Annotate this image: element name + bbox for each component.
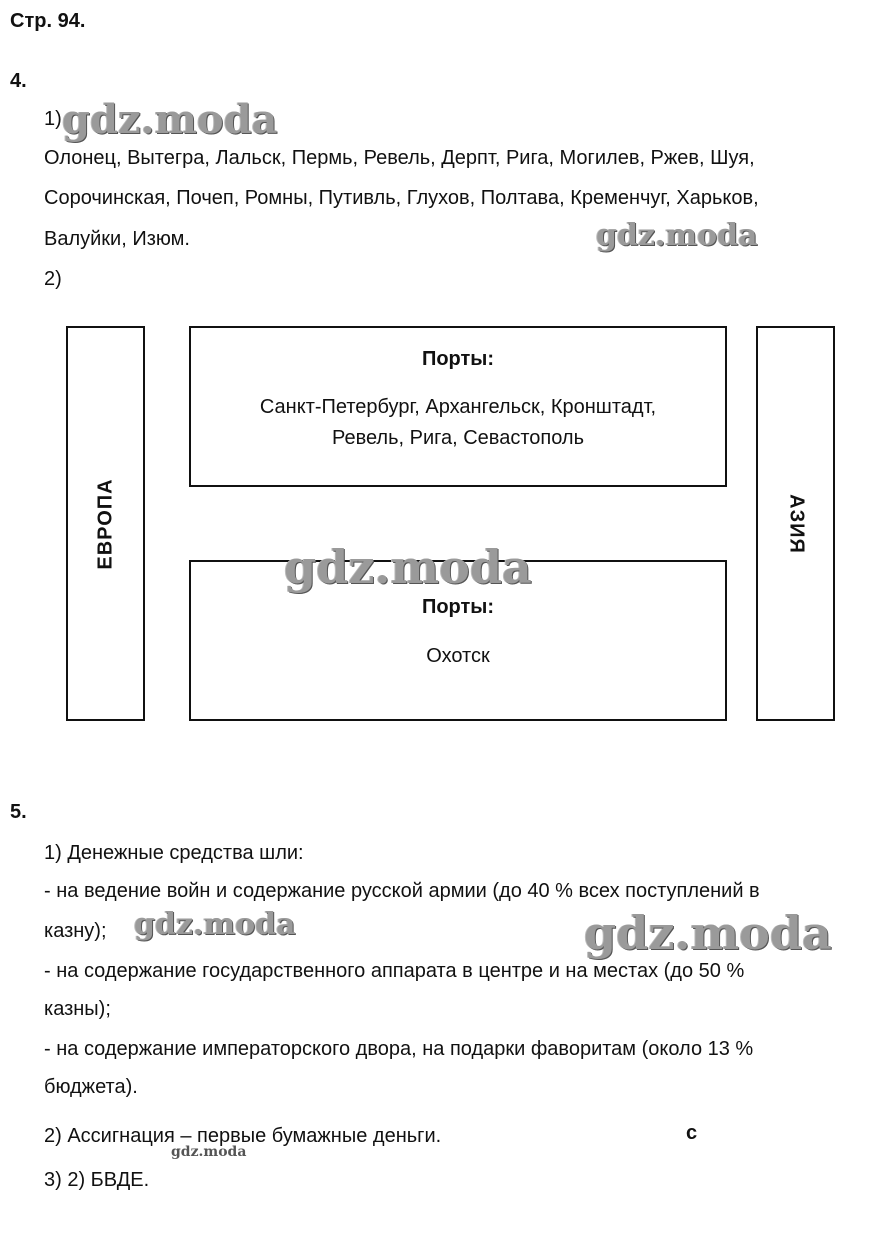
watermark-3: gdz.moda bbox=[284, 540, 532, 594]
task5-line-8: 2) Ассигнация – первые бумажные деньги. bbox=[44, 1125, 442, 1147]
page-header: Стр. 94. bbox=[10, 10, 86, 32]
task5-number: 5. bbox=[10, 801, 27, 823]
europe-box bbox=[66, 326, 145, 721]
ports-top-box bbox=[189, 326, 727, 487]
task5-line-6: - на содержание императорского двора, на подарки фаворитам (около 13 % bbox=[44, 1038, 754, 1060]
task5-line-5: казны); bbox=[44, 998, 111, 1020]
task4-cities-line-3: Валуйки, Изюм. bbox=[44, 228, 190, 250]
watermark-4: gdz.moda bbox=[134, 907, 296, 942]
watermark-6: gdz.moda bbox=[171, 1144, 247, 1160]
task4-part1-label: 1) bbox=[44, 108, 62, 130]
ports-top-line-1: Санкт-Петербург, Архангельск, Кронштадт, bbox=[259, 396, 657, 418]
watermark-2: gdz.moda bbox=[596, 218, 758, 253]
task4-cities-line-1: Олонец, Вытегра, Лальск, Пермь, Ревель, Дерпт, Рига, Могилев, Ржев, Шуя, bbox=[44, 147, 755, 169]
task5-line-9: 3) 2) БВДЕ. bbox=[44, 1169, 150, 1191]
watermark-1: gdz.moda bbox=[62, 96, 278, 143]
asia-box bbox=[756, 326, 835, 721]
task4-number: 4. bbox=[10, 70, 27, 92]
ports-top-title: Порты: bbox=[421, 348, 495, 370]
europe-label: ЕВРОПА bbox=[94, 477, 116, 570]
task5-line-2: - на ведение войн и содержание русской армии (до 40 % всех поступлений в bbox=[44, 880, 760, 902]
stray-mark: c bbox=[686, 1122, 698, 1144]
task5-line-3: казну); bbox=[44, 920, 107, 942]
task4-part2-label: 2) bbox=[44, 268, 62, 290]
asia-label: АЗИЯ bbox=[785, 493, 807, 554]
task5-line-1: 1) Денежные средства шли: bbox=[44, 842, 304, 864]
watermark-5: gdz.moda bbox=[584, 906, 832, 960]
ports-top-line-2: Ревель, Рига, Севастополь bbox=[331, 427, 584, 449]
task5-line-4: - на содержание государственного аппарата в центре и на местах (до 50 % bbox=[44, 960, 745, 982]
ports-bottom-line-1: Охотск bbox=[426, 645, 490, 667]
task5-line-7: бюджета). bbox=[44, 1076, 138, 1098]
ports-bottom-title: Порты: bbox=[421, 596, 495, 618]
task4-cities-line-2: Сорочинская, Почеп, Ромны, Путивль, Глухов, Полтава, Кременчуг, Харьков, bbox=[44, 187, 759, 209]
